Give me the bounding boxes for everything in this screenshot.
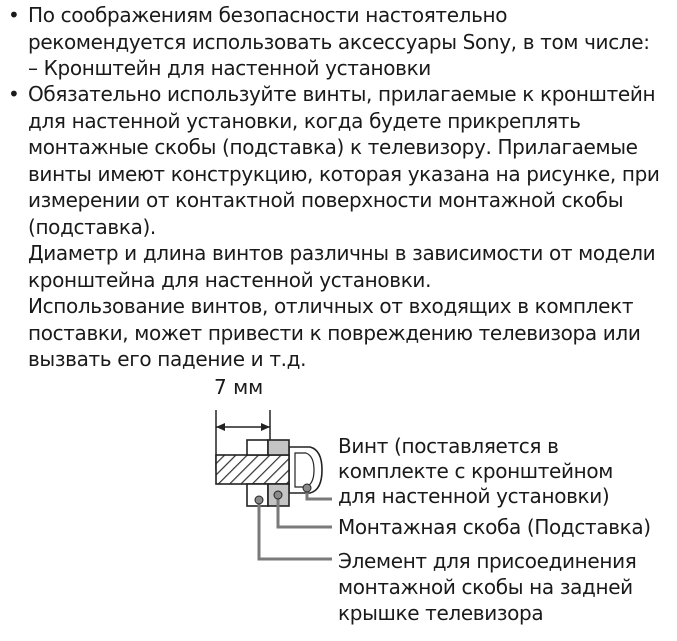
- label-line: Монтажная скоба (Подставка): [338, 515, 651, 539]
- label-line: крышке телевизора: [338, 601, 544, 625]
- label-line: комплекте с кронштейном: [338, 459, 614, 483]
- bullet-marker: •: [8, 3, 20, 27]
- text-line: кронштейна для настенной установки.: [28, 267, 432, 292]
- attachment-element: [268, 440, 289, 455]
- text-line: (подставка).: [28, 214, 156, 239]
- text-line: По соображениям безопасности настоятельно: [28, 3, 508, 27]
- label-line: монтажной скобы на задней: [338, 575, 633, 599]
- bracket-plate: [247, 440, 268, 455]
- label-line: Элемент для присоединения: [338, 549, 637, 573]
- text-line: – Кронштейн для настенной установки: [28, 56, 431, 80]
- label-line: Винт (поставляется в: [338, 434, 559, 458]
- text-line: Обязательно используйте винты, прилагаемые к кронштейн: [28, 82, 656, 106]
- text-line: вызвать его падение и т.д.: [28, 347, 307, 371]
- text-line: поставки, может привести к повреждению телевизора или: [28, 320, 641, 345]
- bullet-marker: •: [8, 82, 20, 106]
- text-line: монтажные скобы (подставка) к телевизору. Прилагаемые: [28, 135, 638, 159]
- text-line: винты имеют конструкцию, которая указана на рисунке, при: [28, 161, 660, 186]
- text-line: рекомендуется использовать аксессуары Sony, в том числе:: [28, 29, 650, 54]
- text-line: Диаметр и длина винтов различны в зависимости от модели: [28, 241, 656, 265]
- text-line: измерении от контактной поверхности монтажной скобы: [28, 188, 624, 212]
- screw-thread: [216, 455, 289, 484]
- label-line: для настенной установки): [338, 484, 610, 508]
- text-line: для настенной установки, когда будете прикреплять: [28, 108, 581, 133]
- dimension-label: 7 мм: [214, 375, 264, 399]
- text-line: Использование винтов, отличных от входящих в комплект: [28, 294, 634, 318]
